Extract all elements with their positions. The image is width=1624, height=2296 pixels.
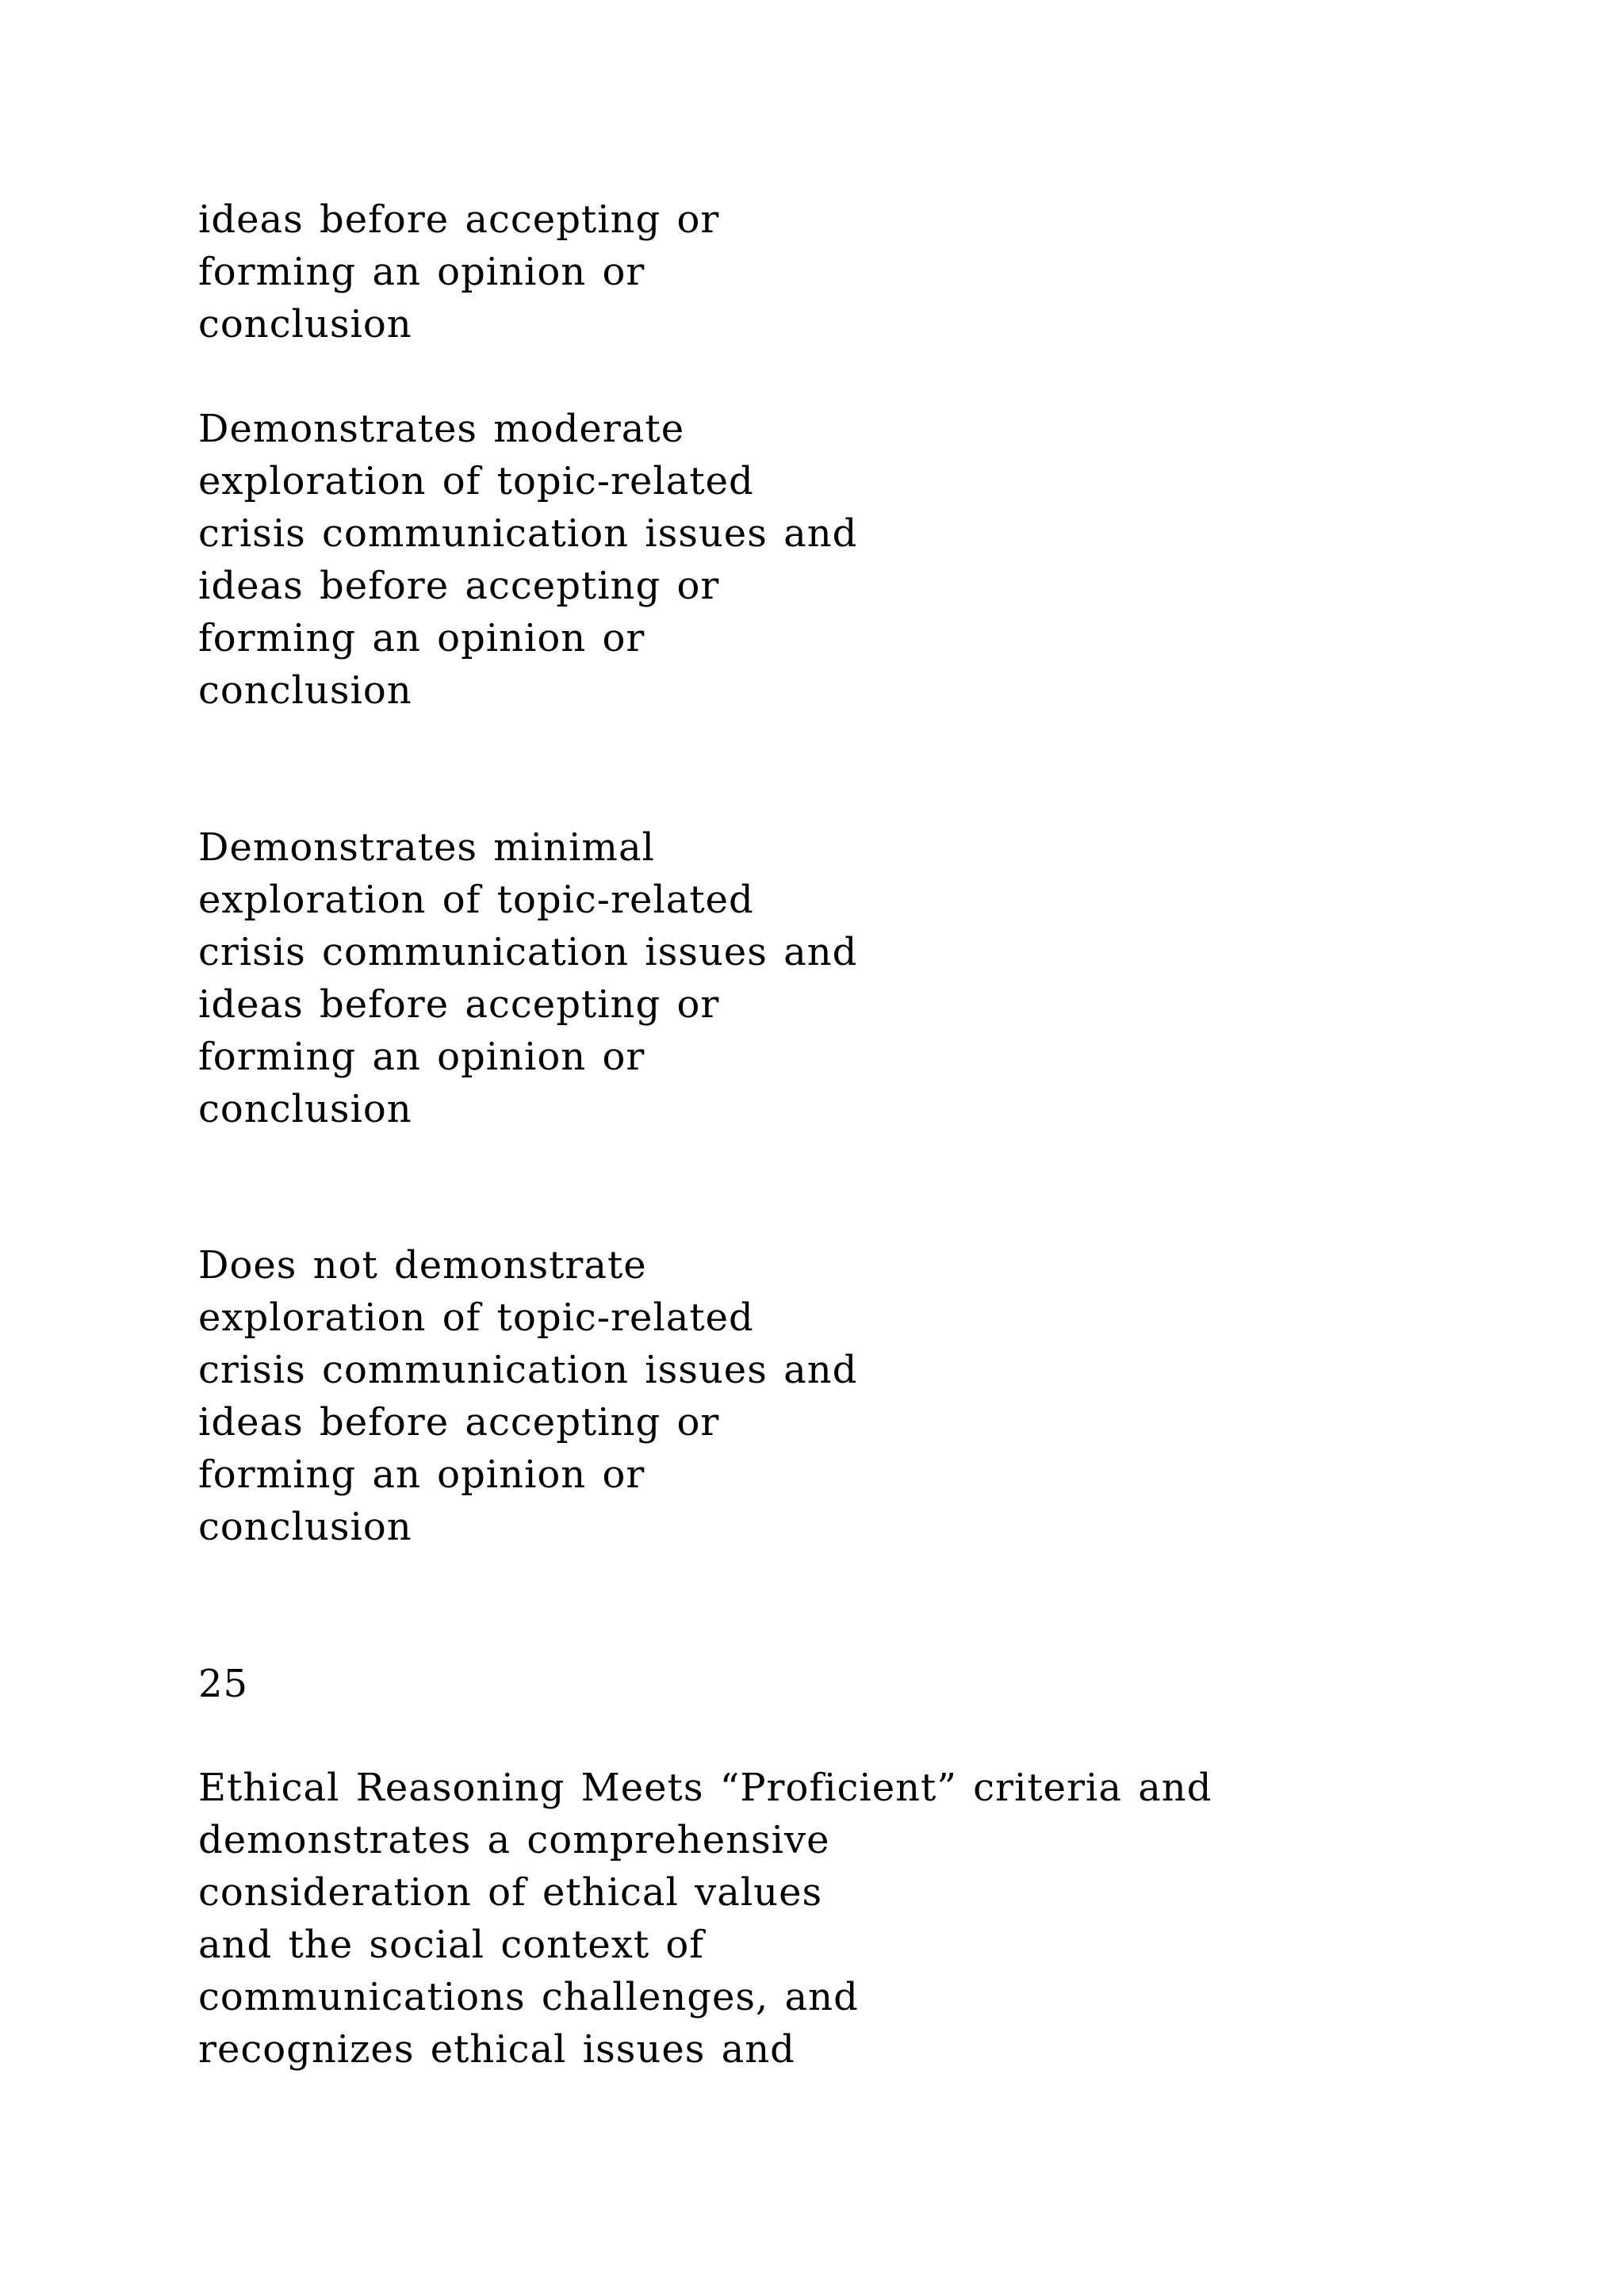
text-line: crisis communication issues and xyxy=(198,930,858,974)
text-line: forming an opinion or xyxy=(198,250,645,294)
text-line: demonstrates a comprehensive xyxy=(198,1818,830,1862)
text-line: communications challenges, and xyxy=(198,1975,859,2019)
points-value xyxy=(198,1658,248,1710)
text-line: crisis communication issues and xyxy=(198,511,858,556)
text-line: recognizes ethical issues and xyxy=(198,2027,795,2072)
text-line: exploration of topic-related xyxy=(198,878,754,922)
text-line: conclusion xyxy=(198,668,412,713)
criteria-text-ethical-reasoning xyxy=(198,1762,1212,2076)
text-line: Does not demonstrate xyxy=(198,1243,647,1288)
criteria-text-continuation xyxy=(198,193,719,350)
text-line: exploration of topic-related xyxy=(198,459,754,503)
text-line: forming an opinion or xyxy=(198,616,645,660)
text-line: consideration of ethical values xyxy=(198,1870,823,1915)
text-line: conclusion xyxy=(198,1505,412,1549)
text-line: ideas before accepting or xyxy=(198,197,720,242)
criteria-text-minimal xyxy=(198,821,857,1135)
text-line: crisis communication issues and xyxy=(198,1348,858,1392)
text-line: Demonstrates moderate xyxy=(198,407,685,451)
criteria-text-moderate xyxy=(198,403,857,717)
text-line: Demonstrates minimal xyxy=(198,825,655,870)
text-line: Ethical Reasoning Meets “Proficient” criteria and xyxy=(198,1766,1212,1810)
text-line: ideas before accepting or xyxy=(198,1400,720,1445)
text-line: conclusion xyxy=(198,1087,412,1131)
criteria-text-none xyxy=(198,1239,857,1553)
text-line: forming an opinion or xyxy=(198,1035,645,1079)
points-number: 25 xyxy=(198,1662,249,1706)
text-line: exploration of topic-related xyxy=(198,1295,754,1340)
text-line: conclusion xyxy=(198,302,412,346)
text-line: and the social context of xyxy=(198,1923,705,1967)
text-line: ideas before accepting or xyxy=(198,564,720,608)
text-line: forming an opinion or xyxy=(198,1452,645,1497)
text-line: ideas before accepting or xyxy=(198,982,720,1027)
